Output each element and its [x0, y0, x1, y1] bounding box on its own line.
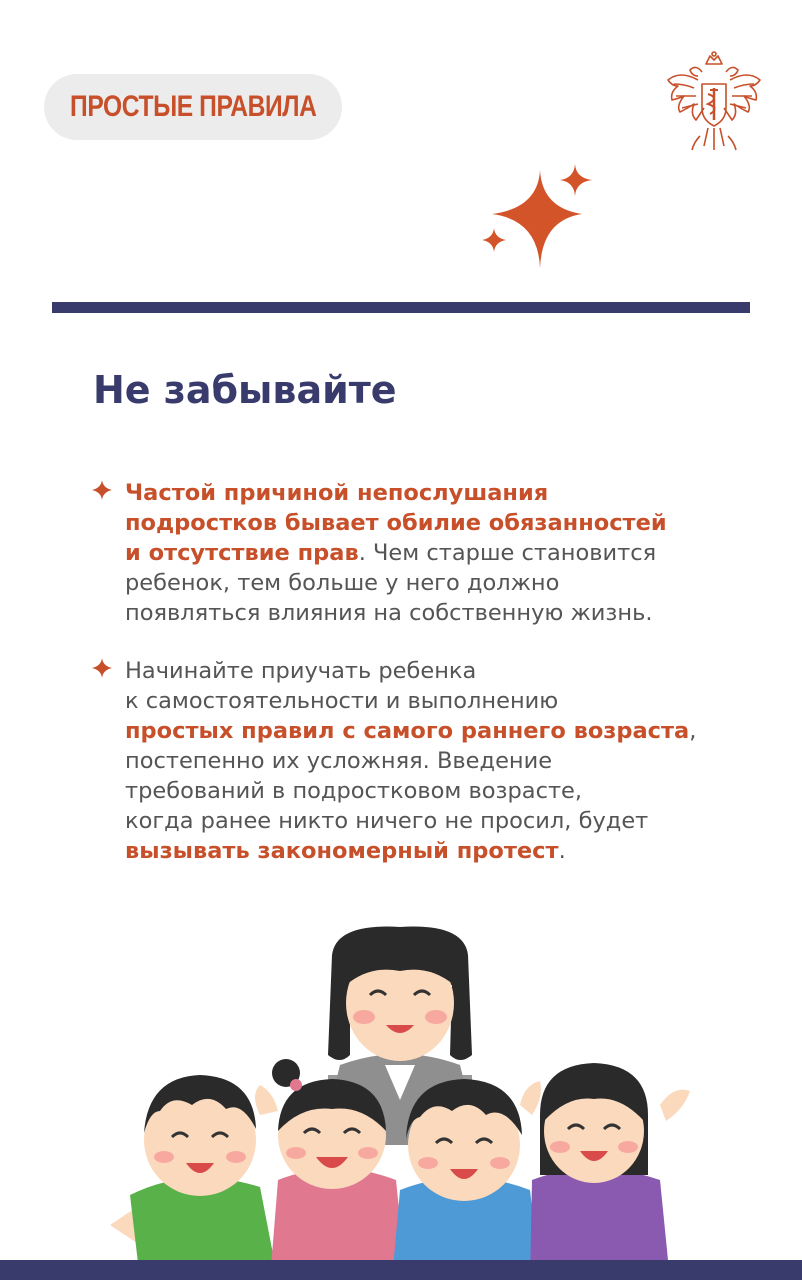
sparkles-icon — [478, 162, 596, 270]
section-divider — [52, 302, 750, 313]
page-title: Не забывайте — [93, 368, 397, 412]
bullet-line: ребенок, тем больше у него должно — [125, 570, 560, 596]
bullet-text — [125, 478, 765, 628]
bullet-line: Частой причиной непослушания — [125, 480, 549, 506]
bullet-line: появляться влияния на собственную жизнь. — [125, 600, 653, 626]
bullet-highlight: вызывать закономерный протест — [125, 838, 559, 864]
child-figure — [392, 1079, 541, 1280]
header-badge-text: ПРОСТЫЕ ПРАВИЛА — [69, 90, 317, 123]
bullet-line: к самостоятельности и выполнению — [125, 688, 559, 714]
bullet-line: подростков бывает обилие обязанностей — [125, 510, 667, 536]
bullet-line: когда ранее никто ничего не просил, будет — [125, 808, 649, 834]
bullet-line: постепенно их усложняя. Введение — [125, 748, 553, 774]
child-figure — [530, 1063, 690, 1280]
plus-bullet-icon — [92, 480, 112, 500]
footer-bar — [0, 1260, 802, 1280]
ministry-emblem-icon — [664, 50, 764, 158]
bullet-line: , — [689, 718, 697, 744]
child-figure — [110, 1075, 278, 1280]
header-badge — [44, 74, 342, 140]
bullet-line: . Чем старше становится — [358, 540, 657, 566]
teacher-with-children-illustration — [100, 925, 700, 1280]
bullet-line: требований в подростковом возрасте, — [125, 778, 583, 804]
bullet-line: Начинайте приучать ребенка — [125, 658, 477, 684]
bullet-highlight: простых правил с самого раннего возраста — [125, 718, 690, 744]
bullet-line: . — [558, 838, 566, 864]
bullet-text — [125, 656, 765, 866]
bullet-highlight: и отсутствие прав — [125, 540, 359, 566]
plus-bullet-icon — [92, 658, 112, 678]
